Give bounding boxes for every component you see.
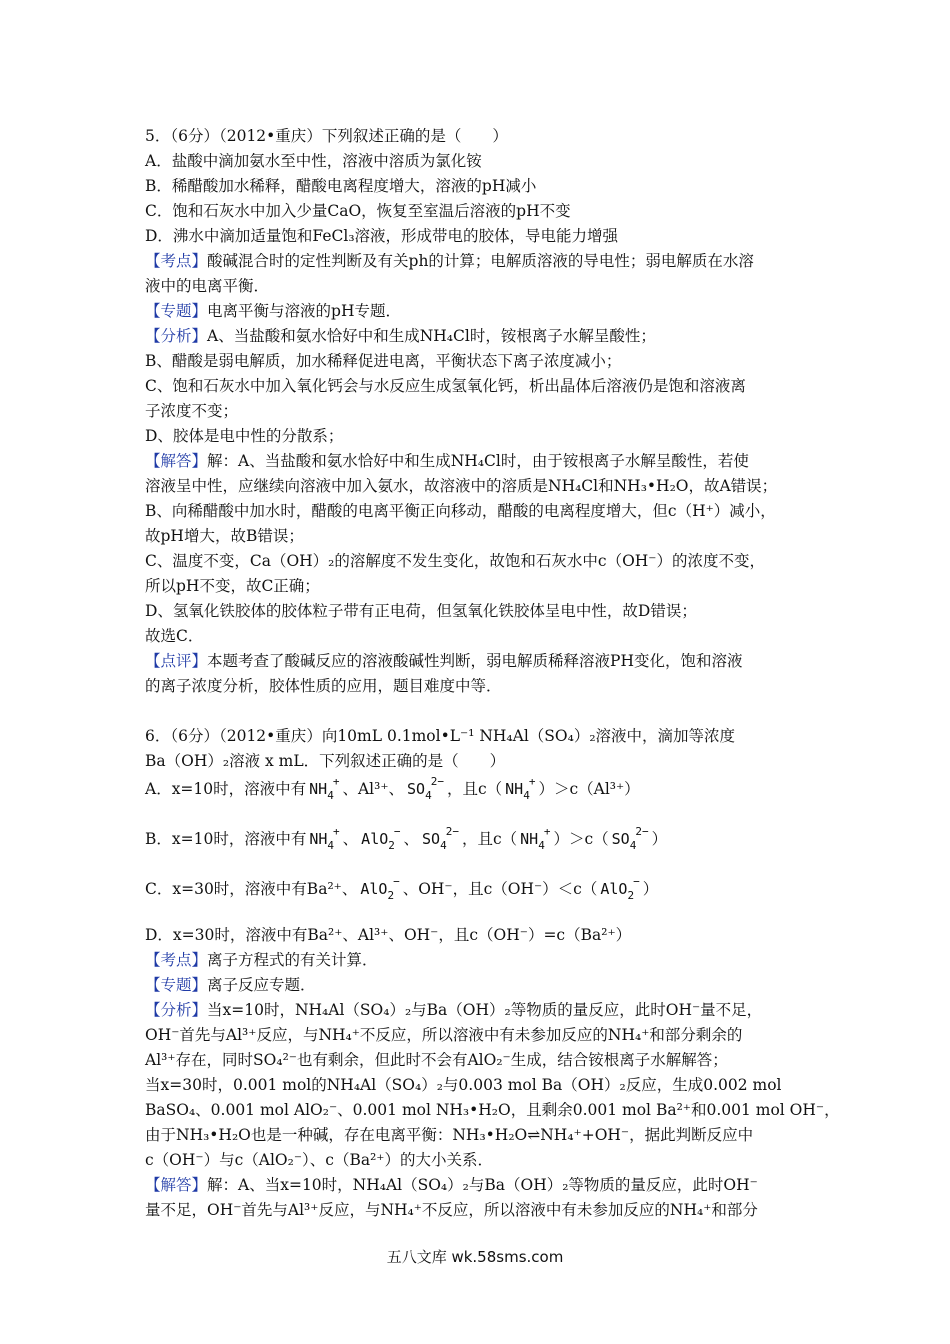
q5-fenxi-5: D、胶体是电中性的分散系； bbox=[145, 427, 344, 445]
q5-option-b: B．稀醋酸加水稀释，醋酸电离程度增大，溶液的pH减小 bbox=[145, 177, 537, 195]
ion-alo2-formula: AlO$_2$− bbox=[600, 875, 640, 902]
ion-so4-formula: $SO_4^{2-}$ bbox=[611, 825, 649, 852]
q5-fenxi-4: 子浓度不变； bbox=[145, 402, 239, 420]
q6-option-b: B．x=10时，溶液中有 $NH_4^+$ 、 AlO$_2$− 、 $SO_4^{2-}$ ，且c（ $NH_4^+$ ）＞c（ $SO_4^{2-}$ ） bbox=[145, 825, 668, 852]
q6-stem: 6．（6分）（2012•重庆）向10mL 0.1mol•L⁻¹ NH₄Al（SO₄）₂溶液中，滴加等浓度 bbox=[145, 727, 736, 745]
page-footer: 五八文库 wk.58sms.com bbox=[386, 1248, 564, 1266]
q6-fenxi: 【分析】当x=10时，NH₄Al（SO₄）₂与Ba（OH）₂等物质的量反应，此时OH⁻量不足， bbox=[145, 1001, 763, 1019]
q5-stem: 5．（6分）（2012•重庆）下列叙述正确的是（ ） bbox=[145, 127, 508, 145]
q5-kaodian: 【考点】酸碱混合时的定性判断及有关ph的计算；电解质溶液的导电性；弱电解质在水溶 bbox=[145, 252, 754, 270]
ion-alo2-formula: AlO$_2$− bbox=[360, 875, 400, 902]
ion-alo2-formula: AlO$_2$− bbox=[361, 825, 401, 852]
dianping-tag: 【点评】 bbox=[145, 652, 208, 670]
q5-kaodian-cont: 液中的电离平衡． bbox=[145, 277, 270, 295]
q6-fenxi-3: Al³⁺存在，同时SO₄²⁻也有剩余，但此时不会有AlO₂⁻生成，结合铵根离子水解解答； bbox=[145, 1051, 728, 1069]
q6-fenxi-6: 由于NH₃•H₂O也是一种碱，存在电离平衡：NH₃•H₂O⇌NH₄⁺+OH⁻，据此判断反应中 bbox=[145, 1126, 754, 1144]
q5-fenxi: 【分析】A、当盐酸和氨水恰好中和生成NH₄Cl时，铵根离子水解呈酸性； bbox=[145, 327, 656, 345]
q5-jieda-8: 故选C． bbox=[145, 627, 204, 645]
ion-nh4-formula: $NH_4^+$ bbox=[309, 825, 340, 852]
q6-stem-2: Ba（OH）₂溶液 x mL．下列叙述正确的是（ ） bbox=[145, 752, 506, 770]
q6-zhuanti: 【专题】离子反应专题． bbox=[145, 976, 316, 994]
q5-fenxi-2: B、醋酸是弱电解质，加水稀释促进电离，平衡状态下离子浓度减小； bbox=[145, 352, 622, 370]
q5-jieda: 【解答】解：A、当盐酸和氨水恰好中和生成NH₄Cl时，由于铵根离子水解呈酸性，若使 bbox=[145, 452, 749, 470]
zhuanti-tag: 【专题】 bbox=[145, 976, 208, 994]
ion-so4-formula: $SO_4^{2-}$ bbox=[407, 775, 444, 802]
fenxi-tag: 【分析】 bbox=[145, 1001, 208, 1019]
kaodian-tag: 【考点】 bbox=[145, 252, 208, 270]
q6-fenxi-2: OH⁻首先与Al³⁺反应，与NH₄⁺不反应，所以溶液中有未参加反应的NH₄⁺和部分剩余的 bbox=[145, 1026, 743, 1044]
ion-nh4-formula: $NH_4^+$ bbox=[309, 775, 340, 802]
q6-jieda: 【解答】解：A、当x=10时，NH₄Al（SO₄）₂与Ba（OH）₂等物质的量反应，此时OH⁻ bbox=[145, 1176, 758, 1194]
q6-fenxi-4: 当x=30时，0.001 mol的NH₄Al（SO₄）₂与0.003 mol Ba（OH）₂反应，生成0.002 mol bbox=[145, 1076, 782, 1094]
jieda-tag: 【解答】 bbox=[145, 1176, 208, 1194]
q5-jieda-5: C、温度不变，Ca（OH）₂的溶解度不发生变化，故饱和石灰水中c（OH⁻）的浓度不变， bbox=[145, 552, 765, 570]
ion-nh4-formula: $NH_4^+$ bbox=[520, 825, 551, 852]
q5-jieda-4: 故pH增大，故B错误； bbox=[145, 527, 304, 545]
q5-dianping-2: 的离子浓度分析，胶体性质的应用，题目难度中等． bbox=[145, 677, 502, 695]
q6-kaodian: 【考点】离子方程式的有关计算． bbox=[145, 951, 378, 969]
q5-jieda-7: D、氢氧化铁胶体的胶体粒子带有正电荷，但氢氧化铁胶体呈电中性，故D错误； bbox=[145, 602, 697, 620]
q5-option-a: A．盐酸中滴加氨水至中性，溶液中溶质为氯化铵 bbox=[145, 152, 482, 170]
q5-option-c: C．饱和石灰水中加入少量CaO，恢复至室温后溶液的pH不变 bbox=[145, 202, 571, 220]
fenxi-tag: 【分析】 bbox=[145, 327, 208, 345]
q5-fenxi-3: C、饱和石灰水中加入氧化钙会与水反应生成氢氧化钙，析出晶体后溶液仍是饱和溶液离 bbox=[145, 377, 746, 395]
kaodian-tag: 【考点】 bbox=[145, 951, 208, 969]
zhuanti-tag: 【专题】 bbox=[145, 302, 208, 320]
q5-jieda-6: 所以pH不变，故C正确； bbox=[145, 577, 320, 595]
ion-nh4-formula: $NH_4^+$ bbox=[505, 775, 536, 802]
q6-fenxi-5: BaSO₄、0.001 mol AlO₂⁻、0.001 mol NH₃•H₂O，且剩余0.001 mol Ba²⁺和0.001 mol OH⁻， bbox=[145, 1101, 840, 1119]
jieda-tag: 【解答】 bbox=[145, 452, 208, 470]
q5-dianping: 【点评】本题考查了酸碱反应的溶液酸碱性判断，弱电解质稀释溶液PH变化，饱和溶液 bbox=[145, 652, 743, 670]
q5-jieda-2: 溶液呈中性，应继续向溶液中加入氨水，故溶液中的溶质是NH₄Cl和NH₃•H₂O，故A错误； bbox=[145, 477, 778, 495]
q6-option-c: C．x=30时，溶液中有Ba²⁺、 AlO$_2$− 、OH⁻，且c（OH⁻）＜c（ AlO$_2$− ） bbox=[145, 875, 659, 902]
q6-fenxi-7: c（OH⁻）与c（AlO₂⁻）、c（Ba²⁺）的大小关系． bbox=[145, 1151, 493, 1169]
q6-jieda-2: 量不足，OH⁻首先与Al³⁺反应，与NH₄⁺不反应，所以溶液中有未参加反应的NH₄⁺和部分 bbox=[145, 1201, 758, 1219]
q6-option-a: A．x=10时，溶液中有 $NH_4^+$ 、Al³⁺、 $SO_4^{2-}$ ，且c（ $NH_4^+$ ）＞c（Al³⁺） bbox=[145, 775, 640, 802]
q6-option-d: D．x=30时，溶液中有Ba²⁺、Al³⁺、OH⁻，且c（OH⁻）=c（Ba²⁺） bbox=[145, 926, 632, 944]
ion-so4-formula: $SO_4^{2-}$ bbox=[422, 825, 459, 852]
q5-option-d: D．沸水中滴加适量饱和FeCl₃溶液，形成带电的胶体，导电能力增强 bbox=[145, 227, 619, 245]
q5-jieda-3: B、向稀醋酸中加水时，醋酸的电离平衡正向移动，醋酸的电离程度增大，但c（H⁺）减小， bbox=[145, 502, 776, 520]
q5-zhuanti: 【专题】电离平衡与溶液的pH专题． bbox=[145, 302, 401, 320]
